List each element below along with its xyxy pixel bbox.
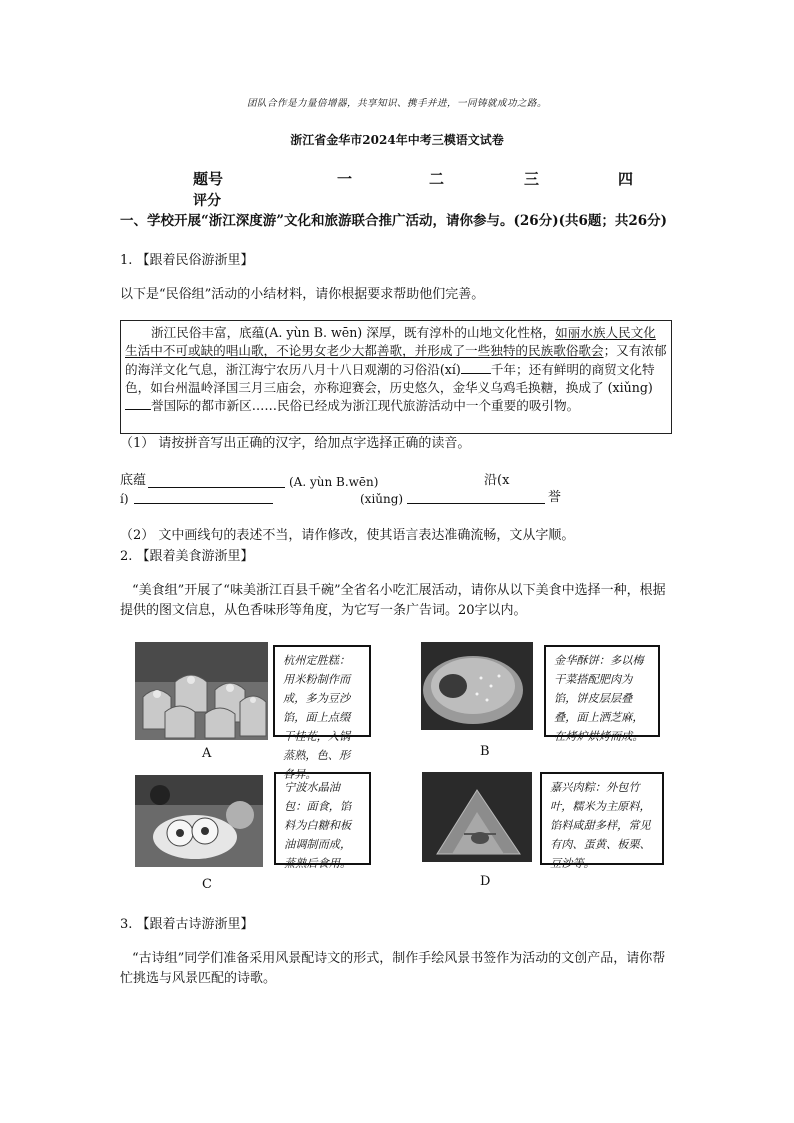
score-col-3: 三	[524, 170, 540, 188]
food-caption-b: 金华酥饼：多以梅干菜搭配肥肉为馅，饼皮层层叠叠，面上洒芝麻，在烤炉烘烤而成。	[544, 645, 660, 737]
fill-line-2[interactable]	[134, 503, 273, 504]
passage-underlined-sentence: 如丽水族人民文化生活中不可或缺的唱山歌，不论男女老少大都善歌，并形成了一些独特的民族歌俗歌会	[125, 325, 656, 359]
food-caption-a: 杭州定胜糕：用米粉制作而成，多为豆沙馅，面上点缀干桂花，入锅蒸熟，色、形各异。	[273, 645, 371, 737]
motto-line: 团队合作是力量倍增器，共享知识、携手并进，一同铸就成功之路。	[246, 98, 547, 109]
q1-sub1: （1） 请按拼音写出正确的汉字，给加点字选择正确的读音。	[120, 436, 471, 451]
score-col-2: 二	[429, 170, 445, 188]
fill-line-3[interactable]	[407, 503, 545, 504]
q1-sub2: （2） 文中画线句的表述不当，请作修改，使其语言表达准确流畅，文从字顺。	[120, 528, 575, 543]
food-photo-a	[135, 642, 268, 740]
score-col-4: 四	[618, 170, 634, 188]
q3-intro: “古诗组”同学们准备采用风景配诗文的形式，制作手绘风景书签作为活动的文创产品，请你帮忙挑选与风景匹配的诗歌。	[120, 951, 666, 986]
food-label-a: A	[202, 746, 212, 761]
fill-line-1[interactable]	[148, 487, 285, 488]
q1-heading: 1. 【跟着民俗游浙里】	[120, 253, 254, 268]
passage-part-4: 誉国际的都市新区……民俗已经成为浙江现代旅游活动中一个重要的吸引物。	[151, 398, 580, 414]
food-caption-d: 嘉兴肉粽：外包竹叶，糯米为主原料，馅料咸甜多样，常见有肉、蛋黄、板栗、豆沙等。	[540, 772, 664, 865]
fill-word-yan-tail: í)	[120, 492, 129, 506]
q1-intro: 以下是“民俗组”活动的小结材料，请你根据要求帮助他们完善。	[120, 287, 485, 302]
passage-part-1: 浙江民俗丰富，底蕴(A. yùn B. wēn) 深厚，既有淳朴的山地文化性格，	[151, 325, 556, 340]
section-1-heading: 一、学校开展“浙江深度游”文化和旅游联合推广活动，请你参与。(26分)(共6题；共26分)	[120, 213, 668, 229]
passage-part-3: 千年；还有鲜明的商贸文化特色，如台州温岭泽国三月三庙会，亦称迎赛会，历史悠久，金华义乌鸡毛换糖，换成了 (xiǔng)	[125, 361, 655, 395]
q2-heading: 2. 【跟着美食游浙里】	[120, 549, 254, 564]
score-col-1: 一	[337, 170, 353, 188]
food-photo-b	[421, 642, 533, 730]
score-table-header	[0, 168, 794, 188]
food-photo-d	[422, 772, 532, 862]
q3-heading: 3. 【跟着古诗游浙里】	[120, 917, 254, 932]
fill-pinyin-xiang: (xiǔng)	[360, 492, 404, 506]
score-row-label: 评分	[193, 193, 221, 209]
exam-title: 浙江省金华市2024年中考三模语文试卷	[290, 133, 504, 147]
fill-word-diyun: 底蕴	[120, 473, 147, 488]
food-label-c: C	[202, 877, 212, 892]
fill-options: (A. yùn B.wēn)	[289, 475, 379, 489]
passage-blank-2	[125, 397, 151, 410]
q2-intro: “美食组”开展了“味美浙江百县千碗”全省名小吃汇展活动，请你从以下美食中选择一种，根据提供的图文信息，从色香味形等角度，为它写一条广告词。20字以内。	[120, 583, 666, 618]
q1-passage-box	[120, 320, 672, 434]
score-table-header-label: 题号	[193, 170, 224, 188]
food-label-d: D	[480, 874, 491, 889]
fill-word-yu: 誉	[548, 490, 562, 505]
food-label-b: B	[480, 744, 490, 759]
food-photo-c	[135, 775, 263, 867]
food-caption-c: 宁波水晶油包：面食，馅料为白糖和板油调制而成，蒸熟后食用。	[274, 772, 371, 865]
fill-word-yan: 沿(x	[484, 473, 510, 488]
passage-part-2: ；又有浓郁的海洋文化气息，浙江海宁农历八月十八日观潮的习俗沿(xí)	[125, 343, 667, 377]
passage-blank-1	[461, 361, 491, 374]
